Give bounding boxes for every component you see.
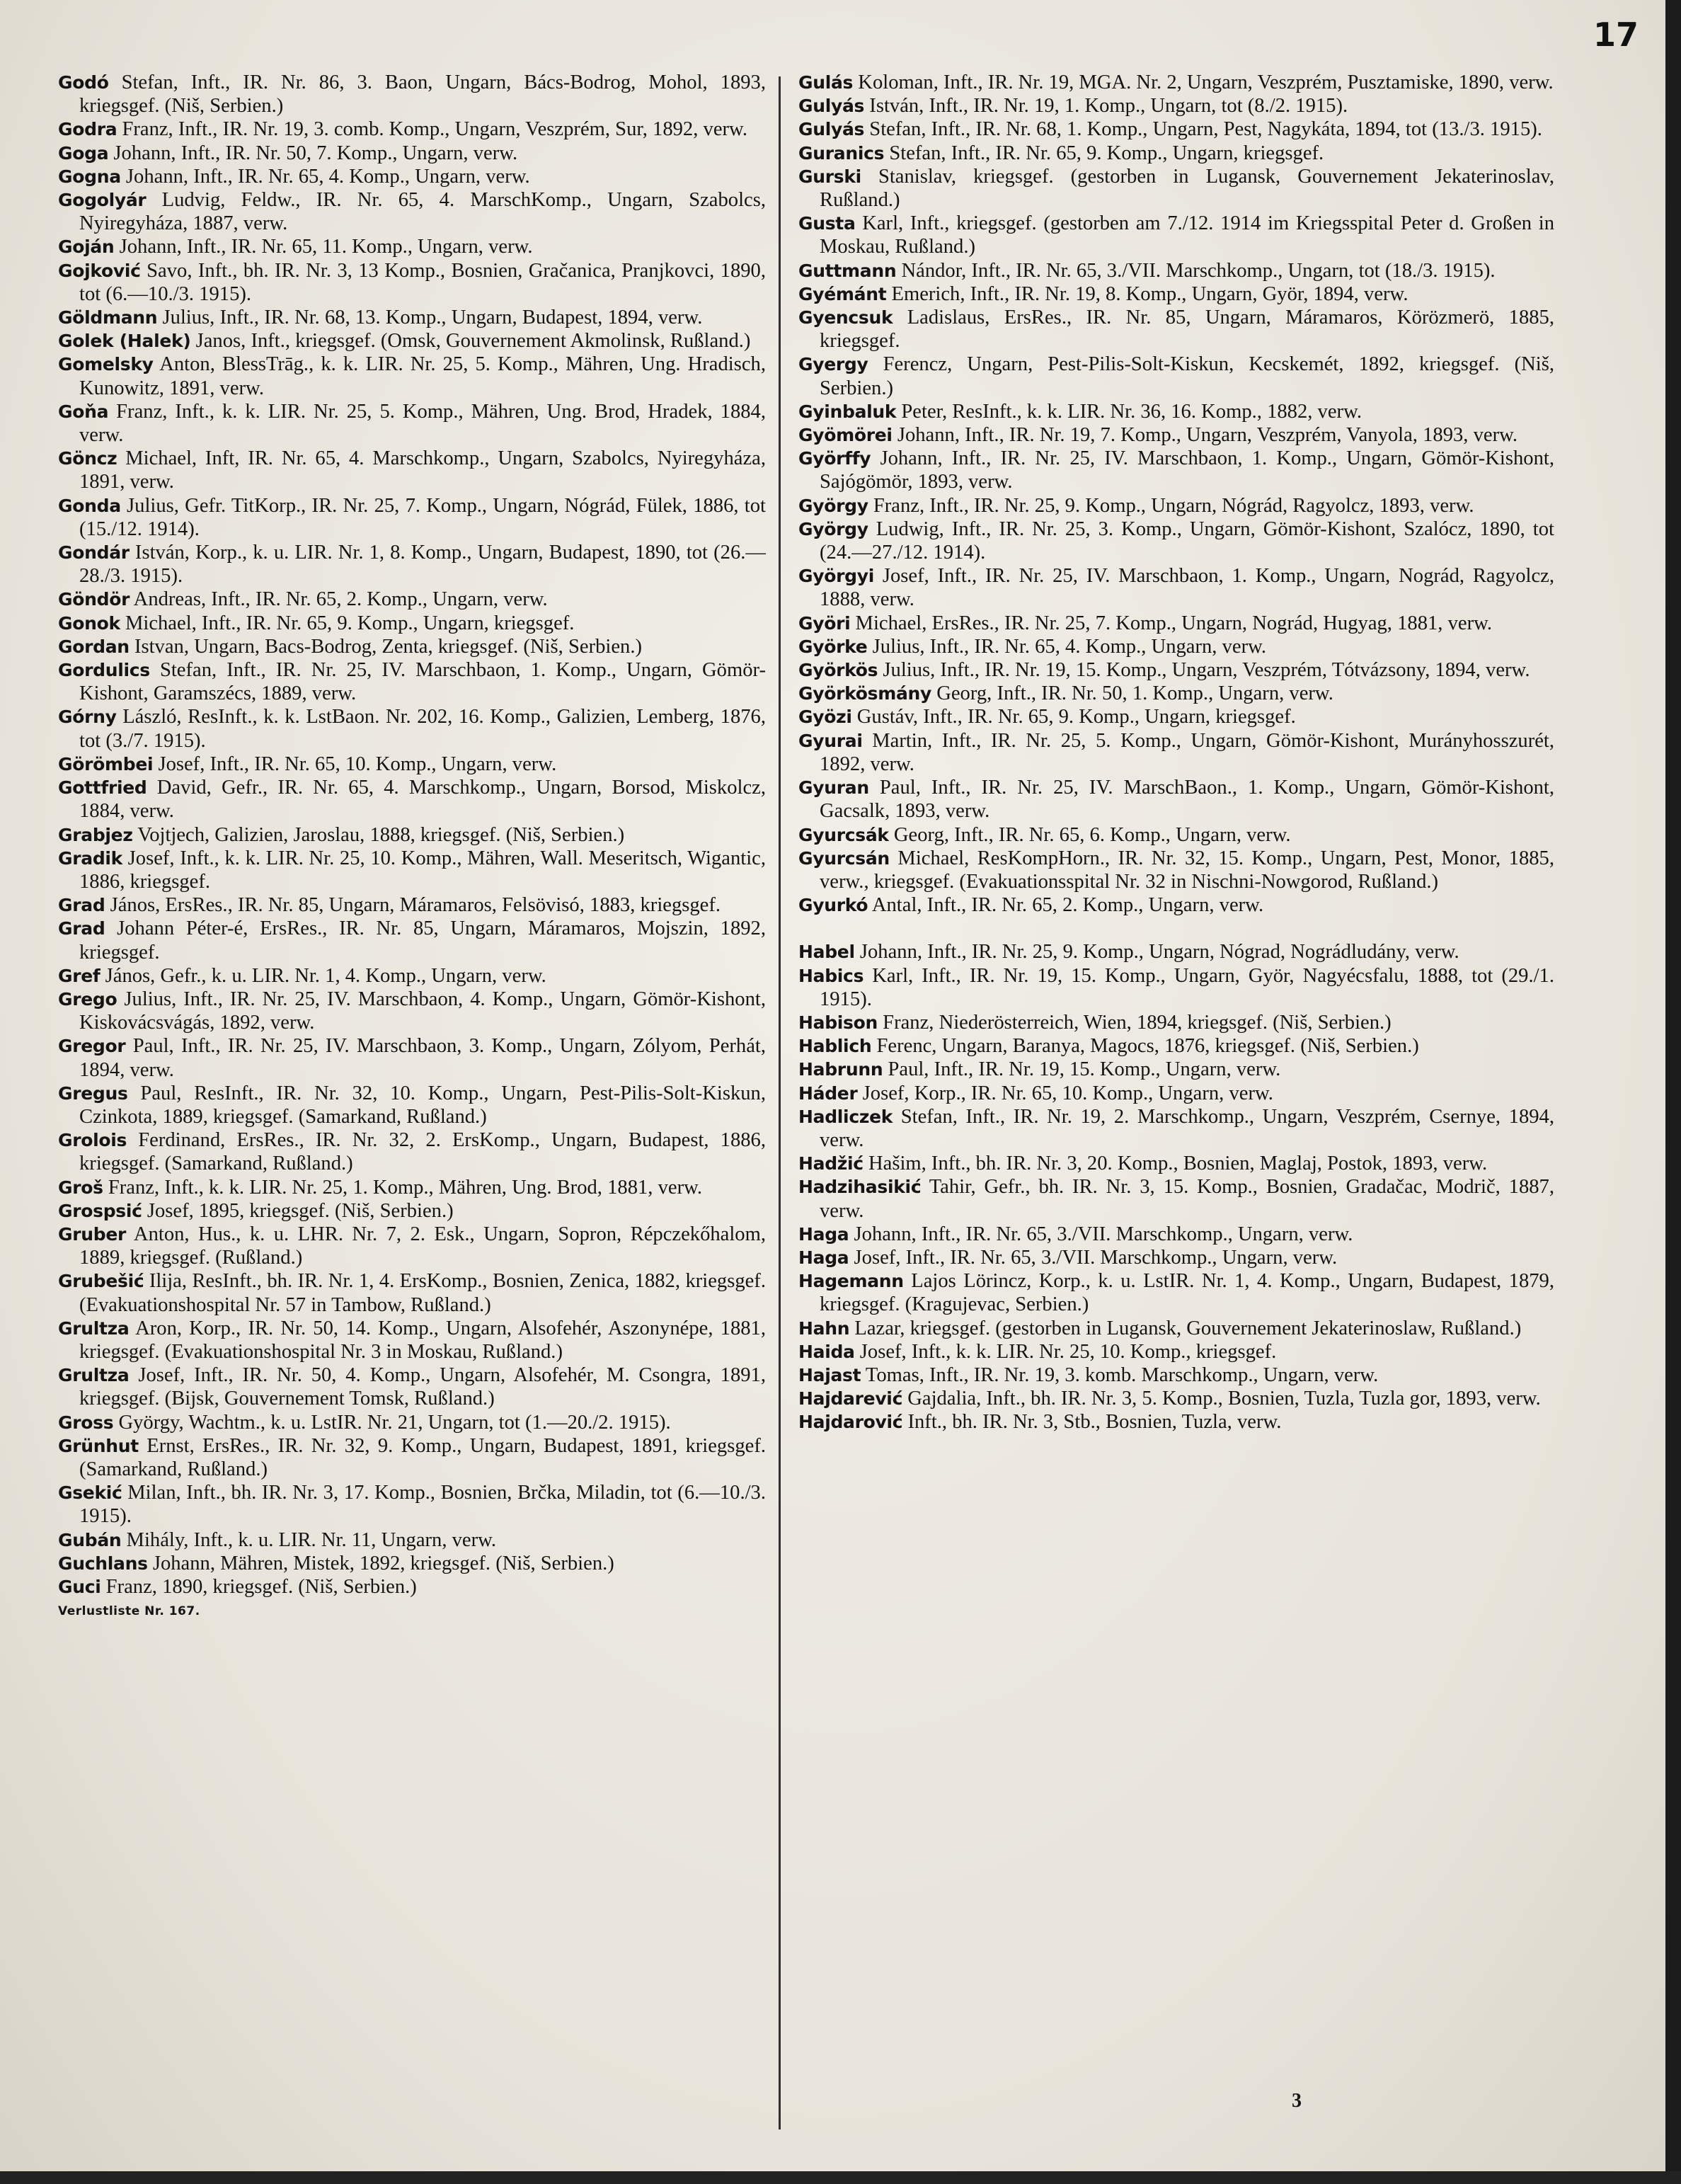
list-entry [58,71,766,118]
entry-details: Paul, Inft., IR. Nr. 25, IV. MarschBaon., 1. Komp., Ungarn, Gömör-Kishont, Gacsalk, 1893, verw. [820,777,1554,823]
entry-surname: Guchlans [58,1553,148,1574]
entry-details: Ilija, ResInft., bh. IR. Nr. 1, 4. ErsKomp., Bosnien, Zenica, 1882, kriegsgef. (Evakuationshospital Nr. 57 in Tambow, Rußland.) [79,1270,766,1316]
list-entry [58,658,766,705]
entry-surname: Gulás [798,72,854,93]
entry-surname: Gusta [798,213,856,234]
entry-surname: Habison [798,1012,878,1033]
entry-surname: Gottfried [58,777,147,799]
entry-surname: Gregor [58,1036,126,1057]
list-entry [58,118,766,141]
entry-details: Stefan, Inft., IR. Nr. 19, 2. Marschkomp., Ungarn, Veszprém, Csernye, 1894, verw. [820,1105,1554,1151]
entry-surname: Györkös [798,660,878,681]
entry-surname: Guci [58,1577,101,1597]
entry-surname: Grego [58,988,117,1010]
entry-details: Ferdinand, ErsRes., IR. Nr. 32, 2. ErsKomp., Ungarn, Budapest, 1886, kriegsgef. (Samarkand, Rußland.) [79,1129,766,1175]
entry-details: Franz, Inft., k. k. LIR. Nr. 25, 5. Komp., Mähren, Ung. Brod, Hradek, 1884, verw. [79,400,766,447]
list-entry [798,71,1554,94]
list-entry [58,635,766,658]
list-entry [798,1223,1554,1246]
entry-surname: Grolois [58,1130,127,1151]
entry-surname: Hajdarević [798,1388,903,1410]
list-entry [58,776,766,823]
entry-details: Karl, Inft., kriegsgef. (gestorben am 7./12. 1914 im Kriegsspital Peter d. Großen in Moskau, Rußland.) [820,212,1554,258]
entry-surname: Gordulics [58,660,150,681]
entry-surname: Habel [798,942,855,963]
list-entry [798,964,1554,1011]
scan-edge-right [1665,0,1681,2184]
list-entry [798,776,1554,823]
entry-details: Johann, Inft., IR. Nr. 65, 11. Komp., Ungarn, verw. [119,236,533,258]
entry-surname: Gomelsky [58,354,154,375]
entry-surname: Hajdarović [798,1412,903,1433]
list-entry [58,1552,766,1575]
entry-details: István, Inft., IR. Nr. 19, 1. Komp., Ungarn, tot (8./2. 1915). [869,95,1348,118]
list-entry [58,165,766,188]
list-entry [798,423,1554,447]
entry-surname: Gsekić [58,1482,122,1504]
list-entry [58,259,766,306]
list-entry [798,612,1554,635]
list-entry [798,142,1554,165]
entry-details: Franz, Inft., k. k. LIR. Nr. 25, 1. Komp., Mähren, Ung. Brod, 1881, verw. [108,1176,703,1199]
entry-details: Andreas, Inft., IR. Nr. 65, 2. Komp., Ungarn, verw. [133,588,548,611]
entry-surname: Gogolyár [58,190,147,211]
entry-details: János, Gefr., k. u. LIR. Nr. 1, 4. Komp., Ungarn, verw. [105,964,546,987]
list-entry [58,447,766,493]
entry-surname: Gondár [58,542,130,564]
list-entry [798,118,1554,141]
list-entry [798,1363,1554,1387]
list-entry [798,823,1554,847]
list-entry [58,893,766,917]
entry-surname: Hagemann [798,1271,904,1292]
entry-details: Koloman, Inft., IR. Nr. 19, MGA. Nr. 2, Ungarn, Veszprém, Pusztamiske, 1890, verw. [858,72,1554,93]
signature-mark: 3 [1292,2090,1302,2112]
entry-details: Stefan, Inft., IR. Nr. 65, 9. Komp., Ungarn, kriegsgef. [889,142,1324,164]
entry-details: Hašim, Inft., bh. IR. Nr. 3, 20. Komp., Bosnien, Maglaj, Postok, 1893, verw. [868,1153,1488,1175]
entry-details: Ferencz, Ungarn, Pest-Pilis-Solt-Kiskun, Kecskemét, 1892, kriegsgef. (Niš, Serbien.) [820,353,1554,399]
entry-details: Stefan, Inft., IR. Nr. 68, 1. Komp., Ungarn, Pest, Nagykáta, 1894, tot (13./3. 1915). [869,118,1542,141]
entry-details: Josef, Korp., IR. Nr. 65, 10. Komp., Ungarn, verw. [862,1082,1273,1104]
list-entry [58,1223,766,1269]
list-entry [58,1575,766,1599]
list-entry [798,940,1554,964]
entry-details: Michael, Inft, IR. Nr. 65, 4. Marschkomp., Ungarn, Szabolcs, Nyiregyháza, 1891, verw. [79,447,766,493]
entry-surname: Gojković [58,260,141,281]
list-entry [58,142,766,165]
entry-surname: Hahn [798,1317,850,1339]
entry-surname: Hadžić [798,1153,864,1174]
list-entry [58,988,766,1034]
list-entry [798,259,1554,282]
entry-details: Julius, Inft., IR. Nr. 19, 15. Komp., Ungarn, Veszprém, Tótvázsony, 1894, verw. [883,659,1530,682]
section-gap [798,917,1554,940]
footer-note: Verlustliste Nr. 167. [58,1604,200,1619]
list-entry [58,753,766,776]
entry-surname: Gref [58,965,101,986]
entry-surname: Görömbei [58,753,154,774]
entry-details: Johann, Inft., IR. Nr. 65, 4. Komp., Ungarn, verw. [125,165,530,188]
list-entry [58,494,766,541]
entry-surname: György [798,518,868,539]
entry-details: Johann, Inft., IR. Nr. 50, 7. Komp., Ungarn, verw. [113,142,518,164]
entry-details: Stanislav, kriegsgef. (gestorben in Lugansk, Gouvernement Jekaterinoslav, Rußland.) [820,165,1554,212]
entry-details: István, Korp., k. u. LIR. Nr. 1, 8. Komp., Ungarn, Budapest, 1890, tot (26.—28./3. 1915). [79,542,766,588]
entry-surname: Gyurai [798,730,863,751]
entry-details: Lajos Lörincz, Korp., k. u. LstIR. Nr. 1, 4. Komp., Ungarn, Budapest, 1879, kriegsgef. (Kragujevac, Serbien.) [820,1270,1554,1316]
entry-details: Johann, Inft., IR. Nr. 25, IV. Marschbaon, 1. Komp., Ungarn, Gömör-Kishont, Sajógömör, 1893, verw. [820,447,1554,493]
entry-surname: Haga [798,1247,849,1268]
entry-details: György, Wachtm., k. u. LstIR. Nr. 21, Ungarn, tot (1.—20./2. 1915). [118,1411,671,1434]
entry-details: Milan, Inft., bh. IR. Nr. 3, 17. Komp., Bosnien, Brčka, Miladin, tot (6.—10./3. 1915). [79,1482,766,1528]
entry-details: Franz, Niederösterreich, Wien, 1894, kriegsgef. (Niš, Serbien.) [883,1011,1392,1034]
list-entry [798,494,1554,518]
scan-edge-bottom [0,2171,1681,2184]
list-entry [798,94,1554,118]
list-entry [58,188,766,235]
entry-surname: Golek (Halek) [58,331,191,352]
list-entry [58,917,766,964]
entry-details: Franz, Inft., IR. Nr. 25, 9. Komp., Ungarn, Nógrád, Ragyolcz, 1893, verw. [873,494,1474,517]
entry-surname: Godó [58,72,109,93]
entry-surname: Györkösmány [798,683,932,704]
entry-surname: György [798,495,868,516]
list-entry [798,1246,1554,1269]
list-entry [798,1387,1554,1410]
entry-surname: Hablich [798,1036,872,1057]
list-entry [58,329,766,353]
entry-surname: Gubán [58,1529,122,1550]
entry-surname: Gonda [58,495,121,516]
list-entry [58,306,766,329]
entry-surname: Gradik [58,847,123,869]
list-entry [58,1317,766,1363]
entry-surname: Györi [798,612,851,634]
entry-details: Georg, Inft., IR. Nr. 50, 1. Komp., Ungarn, verw. [936,682,1333,705]
entry-surname: Gyurcsán [798,847,890,869]
list-entry [798,893,1554,917]
list-entry [798,518,1554,564]
entry-surname: Gyencsuk [798,307,893,328]
entry-surname: Hajast [798,1364,861,1385]
entry-surname: Göndör [58,589,130,610]
list-entry [58,1199,766,1223]
entry-details: Tahir, Gefr., bh. IR. Nr. 3, 15. Komp., Bosnien, Gradačac, Modrič, 1887, verw. [820,1176,1555,1222]
entry-details: Tomas, Inft., IR. Nr. 19, 3. komb. Marschkomp., Ungarn, verw. [865,1363,1379,1386]
list-entry [58,1176,766,1199]
entry-surname: Grad [58,895,105,916]
entry-surname: Gyurcsák [798,824,889,845]
list-entry [798,1082,1554,1105]
list-entry [58,847,766,893]
entry-surname: Godra [58,119,117,140]
entry-details: Josef, Inft., k. k. LIR. Nr. 25, 10. Komp., kriegsgef. [859,1340,1277,1363]
entry-surname: Gulyás [798,119,865,140]
entry-surname: Hadliczek [798,1106,893,1127]
entry-surname: Groš [58,1177,103,1198]
list-entry [58,541,766,588]
list-entry [798,447,1554,493]
entry-surname: Haida [798,1341,855,1362]
entry-details: Julius, Gefr. TitKorp., IR. Nr. 25, 7. Komp., Ungarn, Nógrád, Fülek, 1886, tot (15./12. 1914). [79,494,766,540]
entry-surname: Göncz [58,448,117,469]
list-entry [798,1034,1554,1058]
entry-details: Johann, Mähren, Mistek, 1892, kriegsgef. (Niš, Serbien.) [152,1552,614,1574]
entry-details: Emerich, Inft., IR. Nr. 19, 8. Komp., Ungarn, Györ, 1894, verw. [891,282,1409,305]
entry-details: Janos, Inft., kriegsgef. (Omsk, Gouvernement Akmolinsk, Rußland.) [195,330,751,353]
list-entry [798,212,1554,258]
entry-details: Johann, Inft., IR. Nr. 65, 3./VII. Marschkomp., Ungarn, verw. [854,1223,1353,1245]
list-entry [58,1082,766,1128]
list-entry [798,1269,1554,1316]
list-entry [798,1410,1554,1434]
entry-details: Paul, Inft., IR. Nr. 25, IV. Marschbaon, 3. Komp., Ungarn, Zólyom, Perhát, 1894, verw. [79,1035,766,1081]
entry-surname: Gregus [58,1082,128,1104]
entry-details: Gajdalia, Inft., bh. IR. Nr. 3, 5. Komp., Bosnien, Tuzla, Tuzla gor, 1893, verw. [907,1388,1541,1410]
entry-details: Anton, BlessTrāg., k. k. LIR. Nr. 25, 5. Komp., Mähren, Ung. Hradisch, Kunowitz, 1891, verw. [79,353,766,399]
entry-surname: Guranics [798,142,885,164]
entry-surname: Grultza [58,1317,130,1339]
entry-details: Josef, Inft., IR. Nr. 65, 3./VII. Marschkomp., Ungarn, verw. [854,1246,1338,1269]
entry-surname: Habics [798,965,864,986]
entry-surname: Grospsić [58,1200,142,1221]
list-entry [58,705,766,752]
list-entry [798,1175,1554,1222]
left-column [58,71,766,1623]
entry-details: Stefan, Inft., IR. Nr. 86, 3. Baon, Ungarn, Bács-Bodrog, Mohol, 1893, kriegsgef. (Niš, Serbien.) [79,72,766,118]
entry-surname: Györffy [798,448,871,469]
entry-details: Josef, Inft., IR. Nr. 50, 4. Komp., Ungarn, Alsofehér, M. Csongra, 1891, kriegsgef. (Bijsk, Gouvernement Tomsk, Rußland.) [79,1364,766,1410]
entry-surname: Gogna [58,166,121,187]
list-entry [798,847,1554,893]
entry-details: Josef, Inft., k. k. LIR. Nr. 25, 10. Komp., Mähren, Wall. Meseritsch, Wigantic, 1886, kriegsgef. [79,847,766,893]
entry-details: Inft., bh. IR. Nr. 3, Stb., Bosnien, Tuzla, verw. [907,1411,1282,1434]
page-number: 17 [1593,16,1639,54]
entry-details: Johann, Inft., IR. Nr. 19, 7. Komp., Ungarn, Veszprém, Vanyola, 1893, verw. [897,424,1518,447]
entry-surname: Górny [58,707,117,728]
entry-surname: Gyözi [798,707,852,728]
entry-surname: Gurski [798,166,861,187]
entry-details: Julius, Inft., IR. Nr. 68, 13. Komp., Ungarn, Budapest, 1894, verw. [162,307,703,329]
entry-surname: Goján [58,236,115,258]
entry-details: Karl, Inft., IR. Nr. 19, 15. Komp., Ungarn, Györ, Nagyécsfalu, 1888, tot (29./1. 1915). [820,964,1554,1010]
entry-details: Aron, Korp., IR. Nr. 50, 14. Komp., Ungarn, Alsofehér, Aszonynépe, 1881, kriegsgef. (Evakuationshospital Nr. 3 in Moskau, Rußland.) [79,1317,766,1363]
entry-details: Gustáv, Inft., IR. Nr. 65, 9. Komp., Ungarn, kriegsgef. [856,706,1296,728]
list-entry [58,1269,766,1316]
list-entry [58,1528,766,1552]
list-entry [58,1034,766,1081]
entry-surname: Gyémánt [798,283,887,304]
entry-surname: Goga [58,142,109,164]
list-entry [798,564,1554,611]
entry-details: Paul, ResInft., IR. Nr. 32, 10. Komp., Ungarn, Pest-Pilis-Solt-Kiskun, Czinkota, 1889, kriegsgef. (Samarkand, Rußland.) [79,1082,766,1128]
entry-surname: Gulyás [798,96,865,117]
entry-surname: Göldmann [58,307,158,328]
entry-details: László, ResInft., k. k. LstBaon. Nr. 202, 16. Komp., Galizien, Lemberg, 1876, tot (3./7. 1915). [79,706,766,752]
entry-surname: Gruber [58,1223,127,1245]
list-entry [798,635,1554,658]
list-entry [58,353,766,399]
entry-details: Josef, Inft., IR. Nr. 65, 10. Komp., Ungarn, verw. [158,753,557,775]
entry-details: David, Gefr., IR. Nr. 65, 4. Marschkomp., Ungarn, Borsod, Miskolcz, 1884, verw. [79,777,766,823]
list-entry [798,729,1554,776]
list-entry [58,1434,766,1481]
list-entry [798,658,1554,682]
entry-surname: Gyurkó [798,895,868,916]
entry-details: Michael, Inft., IR. Nr. 65, 9. Komp., Ungarn, kriegsgef. [125,612,575,634]
list-entry [58,235,766,258]
list-entry [58,1363,766,1410]
entry-details: Ludwig, Inft., IR. Nr. 25, 3. Komp., Ungarn, Gömör-Kishont, Szalócz, 1890, tot (24.—27./12. 1914). [820,518,1554,564]
entry-details: Peter, ResInft., k. k. LIR. Nr. 36, 16. Komp., 1882, verw. [901,400,1362,423]
entry-details: Stefan, Inft., IR. Nr. 25, IV. Marschbaon, 1. Komp., Ungarn, Gömör-Kishont, Garamszécs, 1889, verw. [79,659,766,705]
entry-surname: Grad [58,918,105,939]
right-column [798,71,1554,1434]
entry-surname: Gross [58,1412,114,1433]
entry-details: Ernst, ErsRes., IR. Nr. 32, 9. Komp., Ungarn, Budapest, 1891, kriegsgef. (Samarkand, Rußland.) [79,1434,766,1480]
entry-details: Lazar, kriegsgef. (gestorben in Lugansk, Gouvernement Jekaterinoslaw, Rußland.) [854,1317,1522,1339]
list-entry [58,1411,766,1434]
entry-surname: Haga [798,1223,849,1245]
list-entry [798,1152,1554,1175]
entry-details: Ludvig, Feldw., IR. Nr. 65, 4. MarschKomp., Ungarn, Szabolcs, Nyiregyháza, 1887, verw. [79,189,766,235]
entry-details: Julius, Inft., IR. Nr. 65, 4. Komp., Ungarn, verw. [872,635,1267,658]
entry-surname: Grünhut [58,1435,139,1456]
list-entry [58,612,766,635]
entry-details: Josef, Inft., IR. Nr. 25, IV. Marschbaon, 1. Komp., Ungarn, Nográd, Ragyolcz, 1888, verw. [820,565,1554,611]
list-entry [58,964,766,988]
entry-details: Johann Péter-é, ErsRes., IR. Nr. 85, Ungarn, Máramaros, Mojszin, 1892, kriegsgef. [79,917,766,964]
list-entry [58,1128,766,1175]
list-entry [798,165,1554,212]
entry-surname: Hadzihasikić [798,1177,922,1198]
entry-surname: Guttmann [798,260,897,281]
entry-surname: Háder [798,1082,858,1104]
list-entry [798,682,1554,705]
entry-details: Franz, Inft., IR. Nr. 19, 3. comb. Komp., Ungarn, Veszprém, Sur, 1892, verw. [122,118,747,141]
list-entry [798,353,1554,399]
list-entry [798,282,1554,306]
entry-surname: Gyömörei [798,425,893,446]
list-entry [58,588,766,611]
entry-surname: Györke [798,636,868,657]
entry-details: Anton, Hus., k. u. LHR. Nr. 7, 2. Esk., Ungarn, Sopron, Répczekőhalom, 1889, kriegsgef. (Rußland.) [79,1223,766,1269]
entry-details: Julius, Inft., IR. Nr. 25, IV. Marschbaon, 4. Komp., Ungarn, Gömör-Kishont, Kiskovácsvágás, 1892, verw. [79,988,766,1034]
entry-details: Savo, Inft., bh. IR. Nr. 3, 13 Komp., Bosnien, Gračanica, Pranjkovci, 1890, tot (6.—10./3. 1915). [79,259,767,305]
list-entry [58,1481,766,1528]
entry-details: Paul, Inft., IR. Nr. 19, 15. Komp., Ungarn, verw. [888,1058,1281,1081]
list-entry [798,1011,1554,1034]
list-entry [798,1058,1554,1081]
entry-surname: Gordan [58,636,130,657]
entry-details: Johann, Inft., IR. Nr. 25, 9. Komp., Ungarn, Nógrad, Nográdludány, verw. [859,941,1459,964]
entry-surname: Gyinbaluk [798,401,897,422]
entry-details: Ladislaus, ErsRes., IR. Nr. 85, Ungarn, Máramaros, Körözmerö, 1885, kriegsgef. [820,307,1554,353]
list-entry [798,1340,1554,1363]
entry-details: Georg, Inft., IR. Nr. 65, 6. Komp., Ungarn, verw. [893,823,1291,846]
entry-surname: Grabjez [58,824,133,845]
entry-details: Josef, 1895, kriegsgef. (Niš, Serbien.) [147,1199,454,1222]
list-entry [798,1317,1554,1340]
entry-details: Istvan, Ungarn, Bacs-Bodrog, Zenta, kriegsgef. (Niš, Serbien.) [134,635,642,658]
list-entry [58,823,766,847]
entry-surname: Györgyi [798,566,874,587]
entry-surname: Goňa [58,401,109,422]
entry-details: Nándor, Inft., IR. Nr. 65, 3./VII. Marschkomp., Ungarn, tot (18./3. 1915). [901,259,1496,282]
entry-details: Vojtjech, Galizien, Jaroslau, 1888, kriegsgef. (Niš, Serbien.) [137,823,625,846]
entry-details: Michael, ErsRes., IR. Nr. 25, 7. Komp., Ungarn, Nográd, Hugyag, 1881, verw. [855,612,1493,634]
entry-surname: Gyuran [798,777,869,799]
entry-surname: Grubešić [58,1271,144,1292]
entry-details: János, ErsRes., IR. Nr. 85, Ungarn, Máramaros, Felsövisó, 1883, kriegsgef. [110,894,721,917]
list-entry [798,705,1554,728]
list-entry [58,400,766,447]
entry-surname: Gonok [58,612,120,634]
entry-details: Mihály, Inft., k. u. LIR. Nr. 11, Ungarn, verw. [126,1528,497,1551]
list-entry [798,1105,1554,1152]
entry-details: Michael, ResKompHorn., IR. Nr. 32, 15. Komp., Ungarn, Pest, Monor, 1885, verw., kriegsgef. (Evakuationsspital Nr. 32 in Nischni-Nowgorod, Rußland.) [820,847,1554,893]
entry-details: Franz, 1890, kriegsgef. (Niš, Serbien.) [105,1576,417,1598]
column-divider [779,76,781,2129]
entry-surname: Habrunn [798,1059,883,1080]
entry-surname: Gyergy [798,354,868,375]
list-entry [798,306,1554,353]
entry-surname: Grultza [58,1365,130,1386]
list-entry [798,400,1554,423]
entry-details: Ferenc, Ungarn, Baranya, Magocs, 1876, kriegsgef. (Niš, Serbien.) [876,1035,1419,1058]
entry-details: Antal, Inft., IR. Nr. 65, 2. Komp., Ungarn, verw. [871,894,1264,917]
entry-details: Martin, Inft., IR. Nr. 25, 5. Komp., Ungarn, Gömör-Kishont, Murányhosszurét, 1892, verw. [820,729,1554,775]
